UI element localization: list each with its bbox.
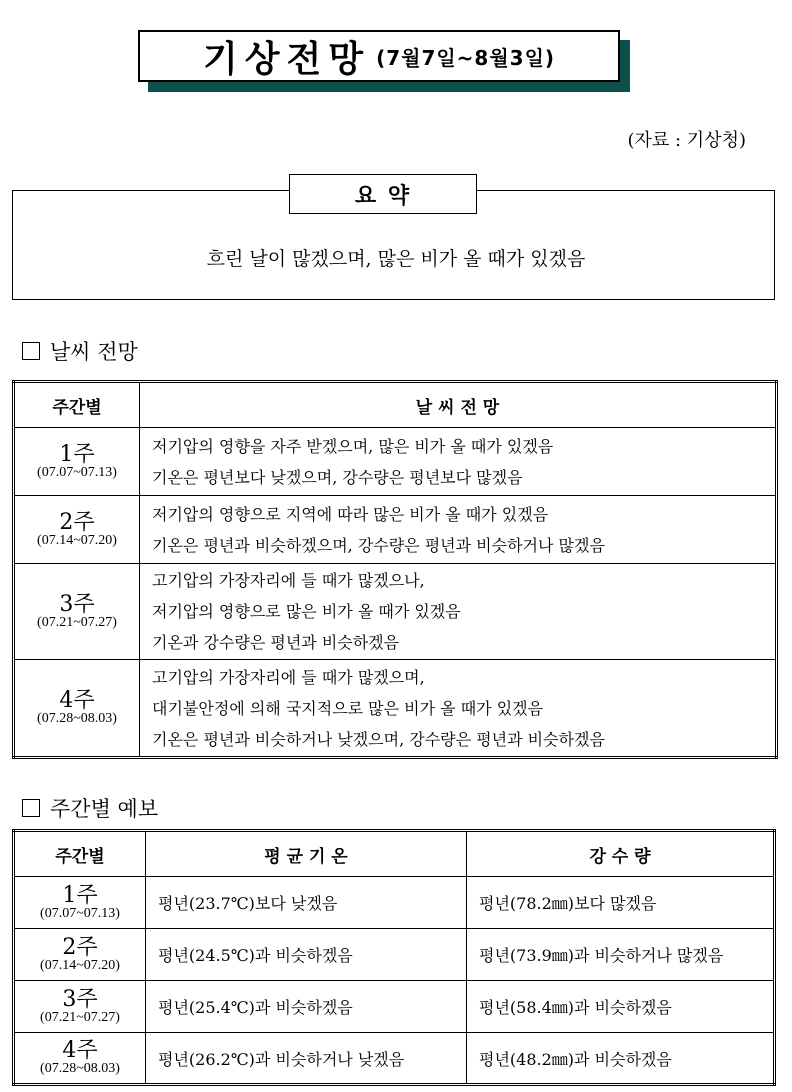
- outlook-line: 저기압의 영향을 자주 받겠으며, 많은 비가 올 때가 있겠음: [152, 436, 554, 456]
- week-dates: (07.07~07.13): [37, 464, 117, 480]
- col-rain-header: 강 수 량: [467, 831, 775, 877]
- week-cell: [14, 1033, 146, 1085]
- outlook-line: 대기불안정에 의해 국지적으로 많은 비가 올 때가 있겠음: [152, 698, 544, 718]
- outlook-cell: [140, 496, 777, 564]
- week-dates: (07.21~07.27): [37, 614, 117, 630]
- week-number: 1주: [62, 882, 98, 908]
- temp-cell: 평년(26.2℃)과 비슷하거나 낮겠음: [146, 1033, 467, 1085]
- outlook-line: 기온은 평년보다 낮겠으며, 강수량은 평년보다 많겠음: [152, 467, 523, 487]
- col-outlook-header: 날 씨 전 망: [140, 382, 777, 428]
- checkbox-square-icon: [22, 799, 40, 817]
- table-header-row: [14, 382, 777, 428]
- weather-outlook-heading: [22, 336, 138, 366]
- title-box: [138, 30, 620, 82]
- rain-cell: 평년(73.9㎜)과 비슷하거나 많겠음: [467, 929, 775, 981]
- rain-cell: 평년(58.4㎜)과 비슷하겠음: [467, 981, 775, 1033]
- outlook-line: 고기압의 가장자리에 들 때가 많겠으며,: [152, 667, 425, 687]
- week-cell: [14, 564, 140, 660]
- week-cell: [14, 660, 140, 758]
- col-week-header: 주간별: [14, 831, 146, 877]
- weekly-forecast-heading: [22, 793, 158, 823]
- week-cell: [14, 877, 146, 929]
- table-row: [14, 660, 777, 758]
- page-title: 기상전망: [202, 38, 371, 80]
- table-row: [14, 428, 777, 496]
- weather-outlook-table: [12, 380, 778, 759]
- outlook-line: 고기압의 가장자리에 들 때가 많겠으나,: [152, 571, 425, 590]
- week-dates: (07.07~07.13): [40, 905, 120, 921]
- outlook-line: 저기압의 영향으로 지역에 따라 많은 비가 올 때가 있겠음: [152, 504, 549, 524]
- table-row: [14, 929, 775, 981]
- table-row: [14, 496, 777, 564]
- weekly-forecast-heading-label: 주간별 예보: [50, 797, 159, 821]
- checkbox-square-icon: [22, 342, 40, 360]
- outlook-cell: [140, 660, 777, 758]
- source-note: (자료 : 기상청): [627, 130, 746, 151]
- weekly-forecast-table: [12, 829, 776, 1086]
- week-dates: (07.21~07.27): [40, 1009, 120, 1025]
- week-cell: [14, 929, 146, 981]
- week-cell: [14, 981, 146, 1033]
- week-number: 3주: [59, 591, 95, 617]
- col-temp-header: 평 균 기 온: [146, 831, 467, 877]
- rain-cell: 평년(48.2㎜)과 비슷하겠음: [467, 1033, 775, 1085]
- week-number: 3주: [62, 986, 98, 1012]
- table-row: [14, 877, 775, 929]
- week-number: 2주: [62, 934, 98, 960]
- week-dates: (07.28~08.03): [37, 711, 117, 727]
- table-row: [14, 981, 775, 1033]
- week-dates: (07.14~07.20): [37, 532, 117, 548]
- weather-outlook-heading-label: 날씨 전망: [50, 340, 138, 364]
- summary-tab: 요 약: [289, 174, 477, 214]
- title-date-range: (7월7일~8월3일): [376, 45, 556, 70]
- title-banner: [138, 30, 620, 84]
- rain-cell: 평년(78.2㎜)보다 많겠음: [467, 877, 775, 929]
- week-number: 2주: [59, 509, 95, 535]
- table-row: [14, 1033, 775, 1085]
- table-row: [14, 564, 777, 660]
- outlook-line: 저기압의 영향으로 많은 비가 올 때가 있겠음: [152, 602, 461, 621]
- outlook-line: 기온은 평년과 비슷하거나 낮겠으며, 강수량은 평년과 비슷하겠음: [152, 729, 605, 749]
- temp-cell: 평년(25.4℃)과 비슷하겠음: [146, 981, 467, 1033]
- week-cell: [14, 496, 140, 564]
- outlook-line: 기온과 강수량은 평년과 비슷하겠음: [152, 633, 400, 652]
- week-number: 4주: [62, 1038, 98, 1064]
- week-dates: (07.28~08.03): [40, 1061, 120, 1077]
- outlook-cell: [140, 428, 777, 496]
- week-dates: (07.14~07.20): [40, 957, 120, 973]
- temp-cell: 평년(24.5℃)과 비슷하겠음: [146, 929, 467, 981]
- week-cell: [14, 428, 140, 496]
- week-number: 4주: [59, 688, 95, 714]
- table-header-row: [14, 831, 775, 877]
- summary-text: 흐린 날이 많겠으며, 많은 비가 올 때가 있겠음: [206, 248, 586, 270]
- temp-cell: 평년(23.7℃)보다 낮겠음: [146, 877, 467, 929]
- col-week-header: 주간별: [14, 382, 140, 428]
- outlook-line: 기온은 평년과 비슷하겠으며, 강수량은 평년과 비슷하거나 많겠음: [152, 535, 605, 555]
- week-number: 1주: [59, 441, 95, 467]
- outlook-cell: [140, 564, 777, 660]
